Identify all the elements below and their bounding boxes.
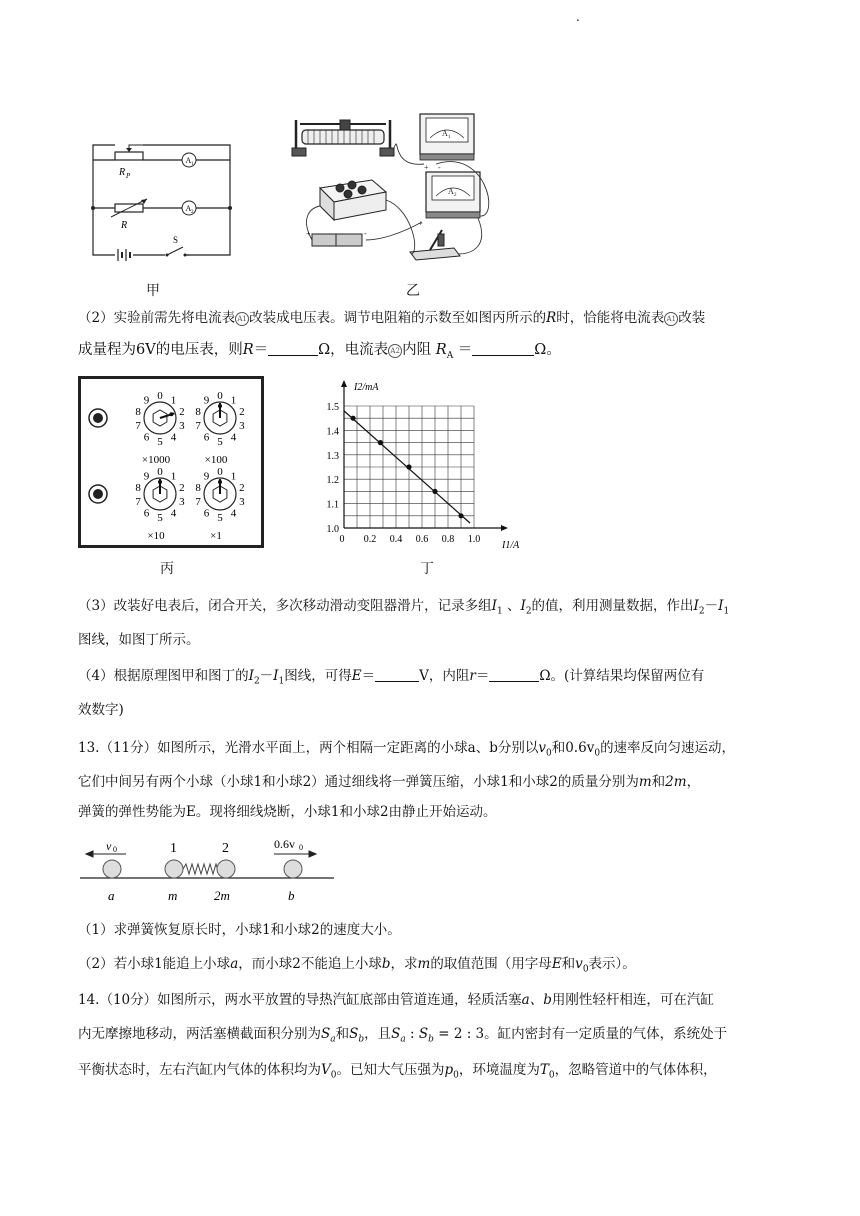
q12-part2-line1: （2）实验前需先将电流表 A1 改装成电压表。调节电阻箱的示数至如图丙所示的R时，恰能将电流表 A1 改装: [78, 310, 706, 326]
chart-ylabel: I2/mA: [354, 382, 379, 393]
label-switch: S: [173, 235, 179, 245]
dial-1-multiplier: ×1000: [141, 454, 171, 466]
dial-3-digit: 0: [157, 466, 163, 478]
y-tick-label: 1.1: [326, 499, 339, 511]
data-point: [458, 513, 463, 518]
data-point: [351, 416, 356, 421]
blank-e[interactable]: [375, 667, 419, 682]
dial-1-digit: 9: [143, 394, 150, 407]
q13-sub2: （2）若小球1能追上小球a，而小球2不能追上小球b，求m的取值范围（用字母E和$v_0$表示）。: [78, 956, 636, 975]
svg-text:2: 2: [191, 210, 194, 215]
q13-sub1: （1）求弹簧恢复原长时，小球1和小球2的速度大小。: [78, 922, 401, 938]
q13-figure: [78, 832, 338, 912]
dial-2-digit: 3: [239, 420, 245, 433]
svg-text:1: 1: [448, 135, 451, 140]
x-tick-label: 1.0: [467, 534, 481, 545]
dial-3-digit: 5: [157, 512, 163, 524]
spring: [183, 864, 222, 874]
x-tick-label: 0: [339, 534, 345, 545]
dial-3-digit: 6: [143, 507, 150, 520]
dial-3-digit: 3: [179, 496, 185, 509]
dial-3-digit: 1: [170, 470, 177, 483]
dial-4-digit: 8: [195, 481, 201, 494]
terminal-bottom: [89, 485, 107, 503]
dial-1-digit: 2: [179, 405, 185, 418]
velocity-arrow-b: [274, 851, 316, 857]
x-tick-label: 0.8: [441, 534, 455, 545]
dial-4-digit: 4: [230, 507, 237, 520]
q13-line3: 弹簧的弹性势能为E。现将细线烧断，小球1和小球2由静止开始运动。: [78, 804, 497, 820]
circuit-diagram-jia: [85, 135, 245, 265]
svg-text:2: 2: [222, 841, 229, 856]
ammeter-a2-icon: A2: [388, 344, 402, 358]
caption-yi: 乙: [406, 283, 420, 299]
y-axis-arrow: [341, 380, 347, 387]
svg-text:A: A: [442, 129, 448, 138]
label-r: R: [121, 220, 128, 231]
ammeter-a2: [418, 172, 480, 228]
dial-4-digit: 9: [203, 470, 210, 483]
svg-text:0.6v: 0.6v: [274, 837, 295, 851]
x-tick-label: 0.4: [389, 534, 403, 545]
meter-a1-label: A: [185, 156, 192, 165]
data-point: [406, 464, 411, 469]
svg-text:0: 0: [299, 843, 303, 852]
dial-1-digit: 3: [179, 420, 185, 433]
svg-text:+: +: [424, 163, 429, 172]
x-tick-label: 0.2: [363, 534, 377, 545]
dial-1-digit: 4: [170, 431, 177, 444]
ball-2: [217, 860, 235, 878]
dial-1-digit: 5: [157, 436, 163, 448]
q12-part4-line2: 效数字): [78, 702, 124, 718]
dial-4-digit: 7: [195, 496, 201, 509]
dial-2-digit: 0: [217, 390, 223, 402]
dial-2-digit: 9: [203, 394, 210, 407]
chart-ding: [310, 378, 535, 550]
caption-ding: 丁: [420, 561, 434, 577]
svg-text:v: v: [106, 839, 112, 853]
dial-1-digit: 8: [135, 405, 141, 418]
q12-part2-line2: 成量程为6V的电压表，则R＝ Ω，电流表 A2 内阻 $R_A = \Omega$。: [78, 342, 561, 361]
svg-text:-: -: [364, 229, 367, 238]
header-dot: .: [576, 10, 580, 24]
dial-1-digit: 6: [143, 431, 150, 444]
ball-a: [103, 860, 121, 878]
dial-2-digit: 7: [195, 420, 201, 433]
dial-2-digit: 5: [217, 436, 223, 448]
dial-3-digit: 2: [179, 481, 185, 494]
q13-line2: 它们中间另有两个小球（小球1和小球2）通过细线将一弹簧压缩，小球1和小球2的质量分别为m和2m，: [78, 774, 701, 790]
knife-switch: [410, 230, 460, 260]
label-rp: R: [119, 167, 126, 178]
dial-4-digit: 6: [203, 507, 210, 520]
dial-2-digit: 1: [230, 394, 237, 407]
meter-a2-label: A: [185, 204, 192, 213]
svg-text:A: A: [448, 187, 454, 196]
blank-r-internal[interactable]: [489, 667, 539, 682]
data-point: [432, 489, 437, 494]
x-axis-arrow: [501, 525, 508, 531]
svg-text:-: -: [438, 163, 441, 172]
dry-cells: [306, 229, 367, 246]
battery-box: [320, 180, 386, 220]
chart-xlabel: I1/A: [502, 540, 520, 550]
q12-part3-line1: （3）改装好电表后，闭合开关，多次移动滑动变阻器滑片，记录多组$I_1$ 、$I_2$的值，利用测量数据，作出$I_2-I_1$: [78, 598, 730, 617]
resistance-box-bing: [78, 376, 264, 548]
dial-3-digit: 4: [170, 507, 177, 520]
svg-text:0: 0: [113, 845, 117, 854]
y-tick-label: 1.3: [326, 450, 339, 462]
q13-line1: 13.（11分）如图所示，光滑水平面上，两个相隔一定距离的小球a、b分别以$v_0$和$0.6v_0$的速率反向匀速运动，: [78, 740, 736, 759]
x-tick-label: 0.6: [415, 534, 429, 545]
dial-4-digit: 3: [239, 496, 245, 509]
dial-3-digit: 7: [135, 496, 141, 509]
dial-1-digit: 1: [170, 394, 177, 407]
svg-text:m: m: [168, 888, 178, 903]
svg-text:1: 1: [191, 162, 194, 167]
caption-jia: 甲: [146, 283, 160, 299]
y-tick-label: 1.4: [326, 426, 339, 438]
caption-bing: 丙: [160, 561, 174, 577]
svg-text:1: 1: [170, 841, 177, 856]
blank-r[interactable]: [268, 341, 318, 356]
q14-line2: 内无摩擦地移动，两活塞横截面积分别为$S_a$和$S_b$，且$S_a$ : $S_b = 2$ : 3。缸内密封有一定质量的气体，系统处于: [78, 1026, 728, 1045]
dial-4-digit: 0: [217, 466, 223, 478]
slide-rheostat: [292, 120, 394, 156]
q12-part4-line1: （4）根据原理图甲和图丁的$I_2-I_1$图线，可得E＝ V，内阻r＝ Ω。(计算结果均保留两位有: [78, 668, 705, 687]
ammeter-a1: [420, 114, 474, 172]
svg-text:+: +: [306, 229, 311, 238]
dial-1-digit: 7: [135, 420, 141, 433]
ammeter-a1-icon-2: A1: [664, 312, 678, 326]
dial-3-digit: 8: [135, 481, 141, 494]
apparatus-diagram-yi: [290, 108, 500, 273]
dial-2-digit: 8: [195, 405, 201, 418]
dial-2-digit: 2: [239, 405, 245, 418]
svg-text:b: b: [288, 888, 295, 903]
y-tick-label: 1.2: [326, 475, 339, 487]
dial-4-digit: 2: [239, 481, 245, 494]
y-tick-label: 1.0: [326, 524, 339, 535]
svg-text:2: 2: [454, 193, 457, 198]
dial-1-digit: 0: [157, 390, 163, 402]
ball-1: [165, 860, 183, 878]
q12-part3-line2: 图线，如图丁所示。: [78, 632, 200, 648]
svg-text:2m: 2m: [214, 888, 230, 903]
y-tick-label: 1.5: [326, 402, 339, 413]
ball-b: [284, 860, 302, 878]
svg-text:+: +: [418, 219, 423, 228]
terminal-top: [89, 409, 107, 427]
dial-4-digit: 5: [217, 512, 223, 524]
blank-ra[interactable]: [472, 341, 534, 356]
dial-2-multiplier: ×100: [204, 454, 228, 466]
q14-line3: 平衡状态时，左右汽缸内气体的体积均为$V_0$。已知大气压强为$p_0$，环境温度为$T_0$，忽略管道中的气体体积，: [78, 1062, 717, 1081]
svg-text:P: P: [126, 172, 131, 180]
dial-4-digit: 1: [230, 470, 237, 483]
dial-2-digit: 6: [203, 431, 210, 444]
q14-line1: 14.（10分）如图所示，两水平放置的导热汽缸底部由管道连通，轻质活塞a、b用刚性轻杆相连，可在汽缸: [78, 992, 714, 1008]
dial-3-multiplier: ×10: [147, 530, 165, 542]
dial-2-digit: 4: [230, 431, 237, 444]
dial-3-digit: 9: [143, 470, 150, 483]
svg-text:a: a: [108, 888, 115, 903]
data-point: [378, 440, 383, 445]
ammeter-a1-icon: A1: [235, 312, 249, 326]
dial-4-multiplier: ×1: [210, 530, 222, 542]
